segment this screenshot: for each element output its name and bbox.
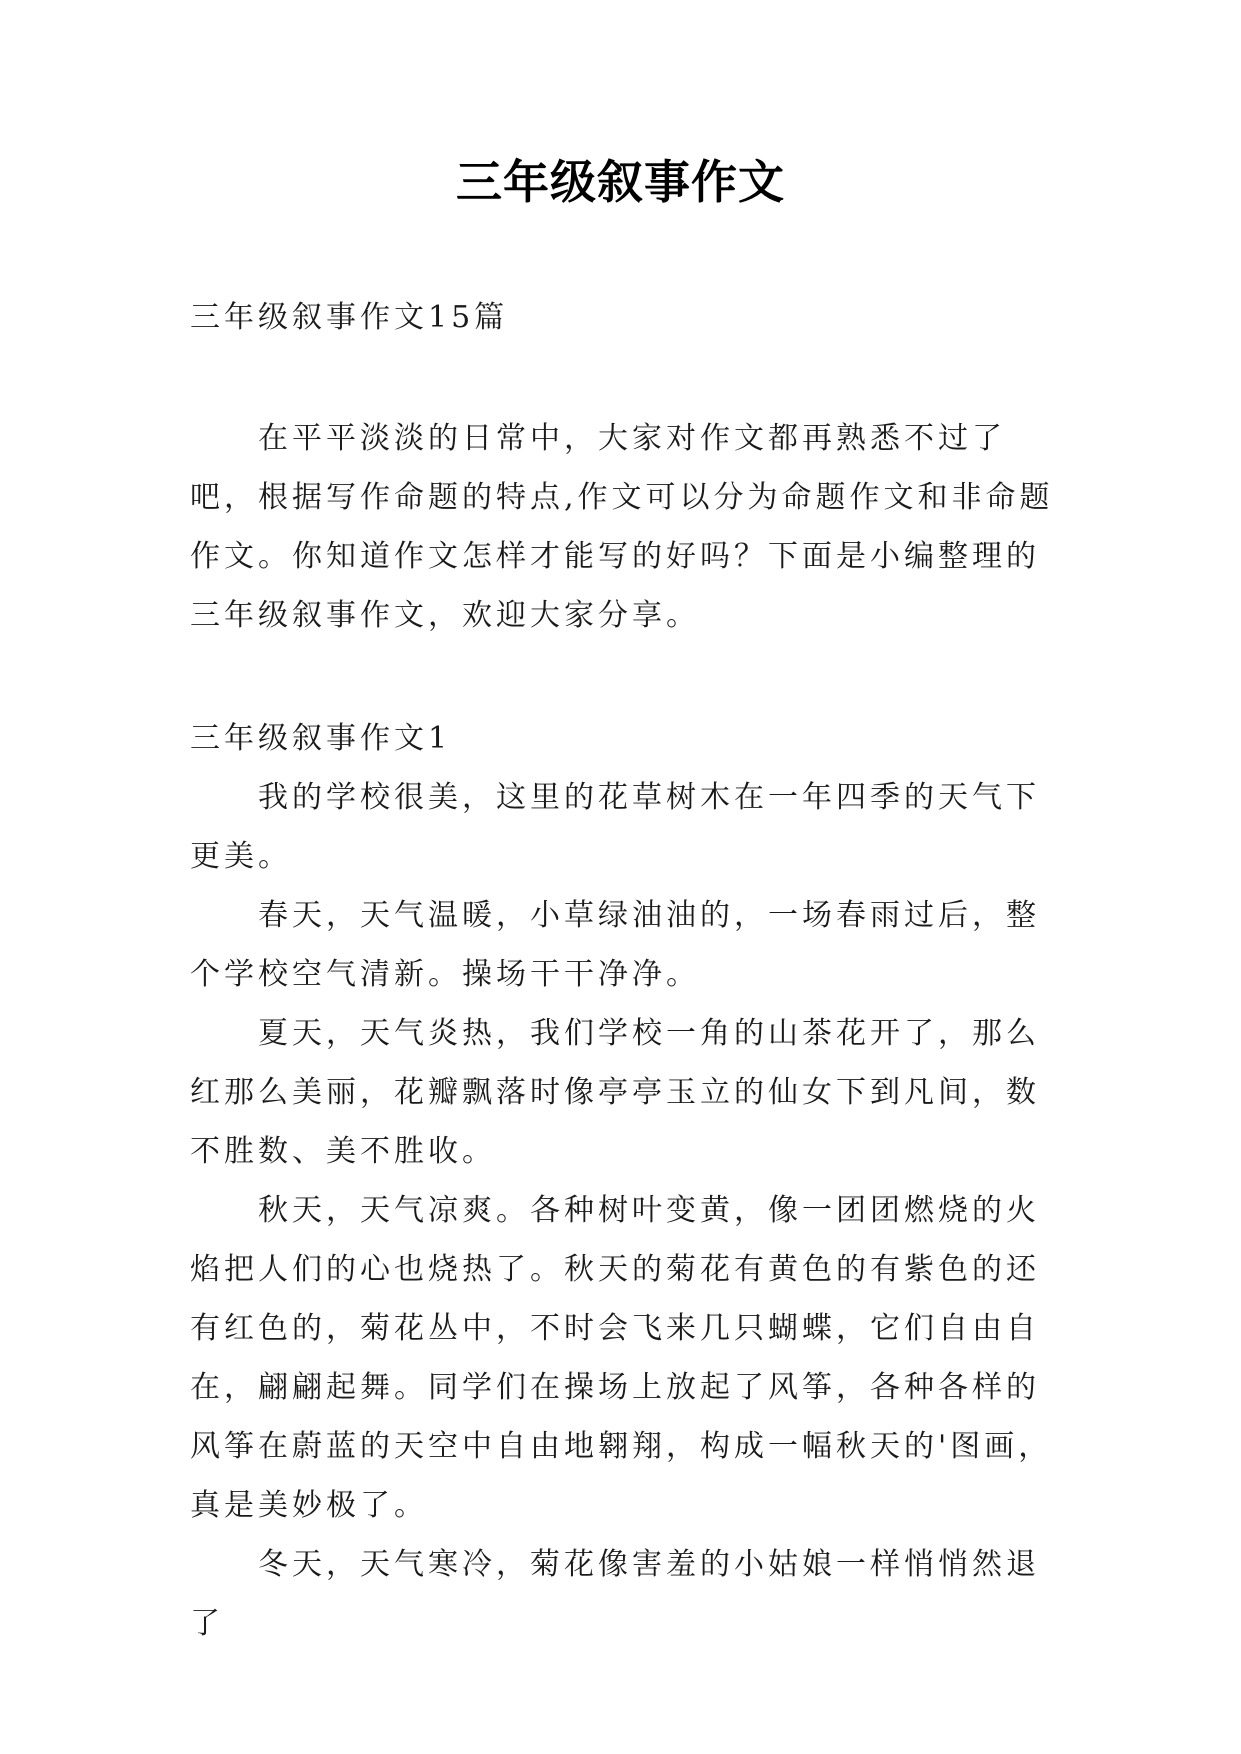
body-paragraph: 春天，天气温暖，小草绿油油的，一场春雨过后，整个学校空气清新。操场干干净净。 — [190, 898, 1040, 992]
document-body — [190, 288, 1060, 1653]
document-subtitle: 三年级叙事作文15篇 — [190, 300, 509, 335]
intro-paragraph: 在平平淡淡的日常中，大家对作文都再熟悉不过了吧，根据写作命题的特点,作文可以分为命题作文和非命题作文。你知道作文怎样才能写的好吗？下面是小编整理的三年级叙事作文，欢迎大家分享。 — [190, 421, 1054, 633]
body-paragraph: 我的学校很美，这里的花草树木在一年四季的天气下更美。 — [190, 780, 1040, 874]
document-title: 三年级叙事作文 — [456, 155, 785, 209]
body-paragraph: 秋天，天气凉爽。各种树叶变黄，像一团团燃烧的火焰把人们的心也烧热了。秋天的菊花有黄色的有紫色的还有红色的，菊花丛中，不时会飞来几只蝴蝶，它们自由自在，翩翩起舞。同学们在操场上放起了风筝，各种各样的风筝在蔚蓝的天空中自由地翱翔，构成一幅秋天的'图画，真是美妙极了。 — [190, 1193, 1053, 1523]
body-paragraph: 夏天，天气炎热，我们学校一角的山茶花开了，那么红那么美丽，花瓣飘落时像亭亭玉立的仙女下到凡间，数不胜数、美不胜收。 — [190, 1016, 1040, 1169]
section-heading: 三年级叙事作文1 — [190, 721, 452, 756]
body-paragraph: 冬天，天气寒冷，菊花像害羞的小姑娘一样悄悄然退了 — [190, 1547, 1040, 1641]
